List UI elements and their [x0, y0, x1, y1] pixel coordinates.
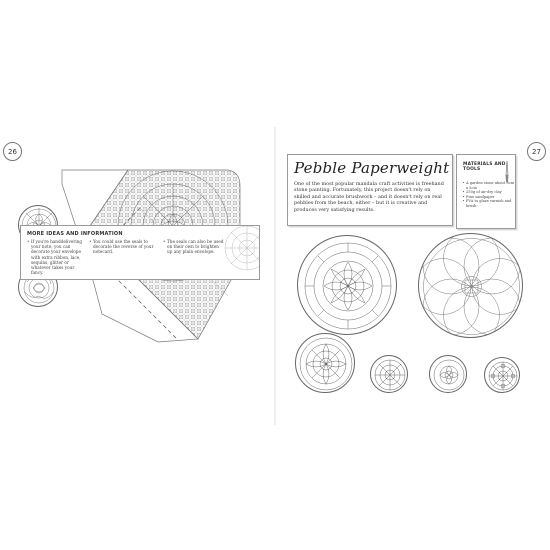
materials-card [456, 154, 516, 229]
material-item: • Fine sandpaper [466, 195, 516, 200]
materials-title: MATERIALS AND TOOLS [463, 162, 506, 173]
more-ideas-box [20, 225, 260, 280]
page-number-right: 27 [527, 142, 546, 161]
project-title-card [287, 154, 453, 226]
material-item: • A garden stone about 3cm x 5cm [466, 181, 516, 190]
project-intro: One of the most popular mandala craft activities is freehand stone painting. Fortunately, this project doesn't rely on skilled and accurate brushwork – and it doesn't rely on real pebbles from the beach, either – but it is creative and produces very satisfying results. [294, 181, 444, 213]
mandala-pebble-small-2 [429, 355, 467, 393]
more-ideas-title: MORE IDEAS AND INFORMATION [27, 231, 123, 237]
idea-item-2: • You could use the seals to decorate the reverse of your notecard. [93, 239, 155, 255]
mandala-pebble-medium [295, 333, 355, 393]
page-number-left: 26 [3, 142, 22, 161]
idea-item-1: • If you're handdelivering your note, you can decorate your envelope with extra ribbon, lace, sequins, glitter or whatever takes your fancy. [31, 239, 87, 275]
idea-item-3: • The seals can also be used on their own to brighten up any plain envelope. [167, 239, 225, 255]
material-item: • PVA to glaze varnish and brush [466, 199, 516, 208]
material-item: • 250g of air-dry clay [466, 190, 516, 195]
lace-corner-decoration [217, 218, 259, 278]
project-title: Pebble Paperweight [294, 159, 450, 177]
mandala-pebble-large-2 [418, 233, 523, 338]
book-gutter [274, 127, 276, 425]
mandala-pebble-large-1 [297, 235, 397, 335]
mandala-pebble-small-3 [484, 357, 520, 393]
mandala-pebble-small-1 [370, 355, 408, 393]
materials-list [466, 181, 516, 209]
